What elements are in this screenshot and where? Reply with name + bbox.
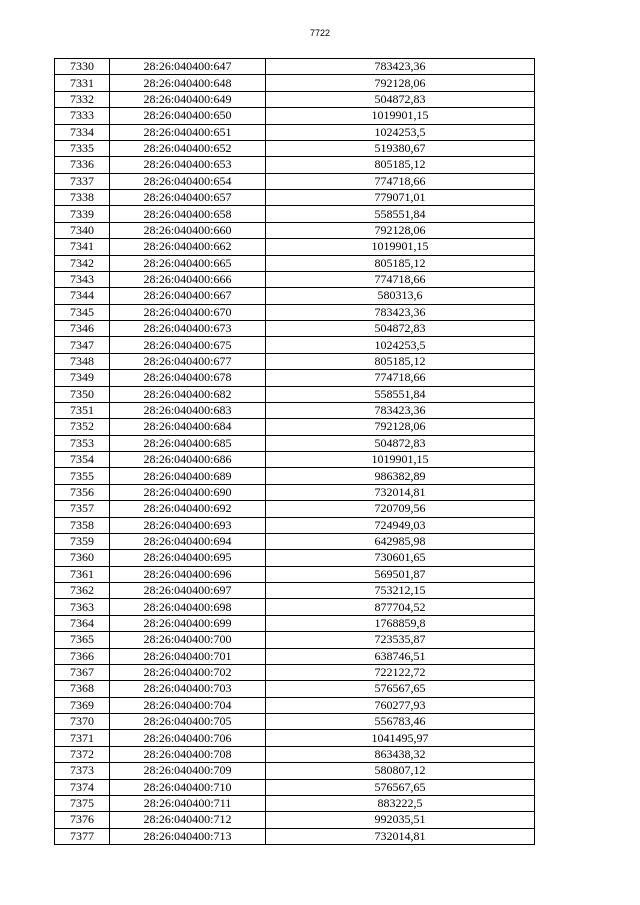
- cadastral-number-cell: 28:26:040400:665: [110, 255, 266, 271]
- row-number-cell: 7344: [55, 288, 110, 304]
- row-number-cell: 7371: [55, 730, 110, 746]
- cadastral-value-cell: 883222,5: [266, 795, 535, 811]
- cadastral-number-cell: 28:26:040400:653: [110, 157, 266, 173]
- table-row: [55, 288, 535, 304]
- cadastral-value-cell: 805185,12: [266, 353, 535, 369]
- cadastral-value-cell: 723535,87: [266, 632, 535, 648]
- table-row: [55, 190, 535, 206]
- table-row: [55, 222, 535, 238]
- table-row: [55, 239, 535, 255]
- table-row: [55, 599, 535, 615]
- row-number-cell: 7361: [55, 566, 110, 582]
- table-row: [55, 206, 535, 222]
- cadastral-value-cell: 792128,06: [266, 75, 535, 91]
- cadastral-value-cell: 783423,36: [266, 304, 535, 320]
- cadastral-value-cell: 504872,83: [266, 435, 535, 451]
- row-number-cell: 7345: [55, 304, 110, 320]
- cadastral-number-cell: 28:26:040400:662: [110, 239, 266, 255]
- table-row: [55, 533, 535, 549]
- table-row: [55, 140, 535, 156]
- cadastral-number-cell: 28:26:040400:695: [110, 550, 266, 566]
- table-row: [55, 370, 535, 386]
- row-number-cell: 7373: [55, 763, 110, 779]
- table-row: [55, 91, 535, 107]
- cadastral-value-cell: 519380,67: [266, 140, 535, 156]
- cadastral-value-cell: 783423,36: [266, 402, 535, 418]
- cadastral-number-cell: 28:26:040400:711: [110, 795, 266, 811]
- cadastral-value-cell: 569501,87: [266, 566, 535, 582]
- cadastral-number-cell: 28:26:040400:652: [110, 140, 266, 156]
- row-number-cell: 7346: [55, 321, 110, 337]
- row-number-cell: 7354: [55, 452, 110, 468]
- row-number-cell: 7370: [55, 714, 110, 730]
- cadastral-number-cell: 28:26:040400:675: [110, 337, 266, 353]
- cadastral-number-cell: 28:26:040400:700: [110, 632, 266, 648]
- cadastral-value-cell: 877704,52: [266, 599, 535, 615]
- table-row: [55, 632, 535, 648]
- table-row: [55, 648, 535, 664]
- cadastral-number-cell: 28:26:040400:683: [110, 402, 266, 418]
- cadastral-value-cell: 724949,03: [266, 517, 535, 533]
- row-number-cell: 7339: [55, 206, 110, 222]
- cadastral-number-cell: 28:26:040400:698: [110, 599, 266, 615]
- cadastral-number-cell: 28:26:040400:713: [110, 828, 266, 844]
- row-number-cell: 7375: [55, 795, 110, 811]
- cadastral-number-cell: 28:26:040400:709: [110, 763, 266, 779]
- row-number-cell: 7330: [55, 59, 110, 75]
- row-number-cell: 7343: [55, 271, 110, 287]
- row-number-cell: 7338: [55, 190, 110, 206]
- table-row: [55, 108, 535, 124]
- row-number-cell: 7336: [55, 157, 110, 173]
- cadastral-value-cell: 1019901,15: [266, 452, 535, 468]
- cadastral-number-cell: 28:26:040400:703: [110, 681, 266, 697]
- table-row: [55, 501, 535, 517]
- table-row: [55, 75, 535, 91]
- table-row: [55, 484, 535, 500]
- table-row: [55, 173, 535, 189]
- cadastral-number-cell: 28:26:040400:704: [110, 697, 266, 713]
- cadastral-value-cell: 504872,83: [266, 321, 535, 337]
- table-row: [55, 714, 535, 730]
- cadastral-number-cell: 28:26:040400:692: [110, 501, 266, 517]
- cadastral-value-cell: 805185,12: [266, 255, 535, 271]
- table-row: [55, 779, 535, 795]
- row-number-cell: 7359: [55, 533, 110, 549]
- row-number-cell: 7335: [55, 140, 110, 156]
- cadastral-value-cell: 720709,56: [266, 501, 535, 517]
- table-row: [55, 468, 535, 484]
- row-number-cell: 7355: [55, 468, 110, 484]
- row-number-cell: 7337: [55, 173, 110, 189]
- cadastral-value-cell: 774718,66: [266, 173, 535, 189]
- cadastral-value-cell: 992035,51: [266, 812, 535, 828]
- table-row: [55, 402, 535, 418]
- cadastral-value-cell: 1024253,5: [266, 124, 535, 140]
- row-number-cell: 7369: [55, 697, 110, 713]
- row-number-cell: 7334: [55, 124, 110, 140]
- cadastral-value-cell: 556783,46: [266, 714, 535, 730]
- table-row: [55, 566, 535, 582]
- cadastral-value-cell: 783423,36: [266, 59, 535, 75]
- row-number-cell: 7351: [55, 402, 110, 418]
- cadastral-value-cell: 1041495,97: [266, 730, 535, 746]
- table-row: [55, 550, 535, 566]
- cadastral-number-cell: 28:26:040400:667: [110, 288, 266, 304]
- row-number-cell: 7365: [55, 632, 110, 648]
- table-row: [55, 452, 535, 468]
- cadastral-value-cell: 774718,66: [266, 271, 535, 287]
- row-number-cell: 7362: [55, 583, 110, 599]
- cadastral-value-cell: 792128,06: [266, 419, 535, 435]
- table-row: [55, 681, 535, 697]
- cadastral-number-cell: 28:26:040400:654: [110, 173, 266, 189]
- cadastral-value-cell: 504872,83: [266, 91, 535, 107]
- cadastral-value-cell: 792128,06: [266, 222, 535, 238]
- row-number-cell: 7372: [55, 746, 110, 762]
- table-row: [55, 304, 535, 320]
- cadastral-number-cell: 28:26:040400:684: [110, 419, 266, 435]
- cadastral-number-cell: 28:26:040400:685: [110, 435, 266, 451]
- cadastral-number-cell: 28:26:040400:693: [110, 517, 266, 533]
- row-number-cell: 7377: [55, 828, 110, 844]
- table-row: [55, 157, 535, 173]
- cadastral-value-cell: 1024253,5: [266, 337, 535, 353]
- row-number-cell: 7360: [55, 550, 110, 566]
- row-number-cell: 7358: [55, 517, 110, 533]
- row-number-cell: 7367: [55, 664, 110, 680]
- cadastral-value-cell: 580807,12: [266, 763, 535, 779]
- cadastral-number-cell: 28:26:040400:686: [110, 452, 266, 468]
- cadastral-value-cell: 730601,65: [266, 550, 535, 566]
- cadastral-number-cell: 28:26:040400:697: [110, 583, 266, 599]
- row-number-cell: 7357: [55, 501, 110, 517]
- row-number-cell: 7340: [55, 222, 110, 238]
- row-number-cell: 7341: [55, 239, 110, 255]
- table-row: [55, 615, 535, 631]
- table-row: [55, 419, 535, 435]
- row-number-cell: 7366: [55, 648, 110, 664]
- row-number-cell: 7347: [55, 337, 110, 353]
- cadastral-number-cell: 28:26:040400:673: [110, 321, 266, 337]
- table-row: [55, 386, 535, 402]
- cadastral-value-cell: 1019901,15: [266, 108, 535, 124]
- cadastral-number-cell: 28:26:040400:712: [110, 812, 266, 828]
- cadastral-number-cell: 28:26:040400:666: [110, 271, 266, 287]
- table-row: [55, 763, 535, 779]
- cadastral-number-cell: 28:26:040400:702: [110, 664, 266, 680]
- cadastral-number-cell: 28:26:040400:694: [110, 533, 266, 549]
- cadastral-value-cell: 986382,89: [266, 468, 535, 484]
- cadastral-number-cell: 28:26:040400:649: [110, 91, 266, 107]
- table-row: [55, 435, 535, 451]
- cadastral-value-cell: 774718,66: [266, 370, 535, 386]
- cadastral-number-cell: 28:26:040400:689: [110, 468, 266, 484]
- cadastral-value-cell: 863438,32: [266, 746, 535, 762]
- cadastral-number-cell: 28:26:040400:705: [110, 714, 266, 730]
- cadastral-value-cell: 805185,12: [266, 157, 535, 173]
- cadastral-number-cell: 28:26:040400:651: [110, 124, 266, 140]
- cadastral-number-cell: 28:26:040400:701: [110, 648, 266, 664]
- table-row: [55, 730, 535, 746]
- cadastral-number-cell: 28:26:040400:690: [110, 484, 266, 500]
- cadastral-value-cell: 558551,84: [266, 386, 535, 402]
- row-number-cell: 7356: [55, 484, 110, 500]
- table-row: [55, 795, 535, 811]
- table-row: [55, 517, 535, 533]
- cadastral-value-cell: 753212,15: [266, 583, 535, 599]
- cadastral-value-cell: 642985,98: [266, 533, 535, 549]
- row-number-cell: 7368: [55, 681, 110, 697]
- table-row: [55, 828, 535, 844]
- cadastral-number-cell: 28:26:040400:678: [110, 370, 266, 386]
- table-row: [55, 59, 535, 75]
- cadastral-number-cell: 28:26:040400:660: [110, 222, 266, 238]
- row-number-cell: 7363: [55, 599, 110, 615]
- table-row: [55, 255, 535, 271]
- cadastral-value-cell: 638746,51: [266, 648, 535, 664]
- cadastral-number-cell: 28:26:040400:670: [110, 304, 266, 320]
- row-number-cell: 7349: [55, 370, 110, 386]
- cadastral-value-cell: 732014,81: [266, 828, 535, 844]
- page-number: 7722: [309, 28, 331, 38]
- row-number-cell: 7352: [55, 419, 110, 435]
- cadastral-value-cell: 760277,93: [266, 697, 535, 713]
- cadastral-number-cell: 28:26:040400:696: [110, 566, 266, 582]
- cadastral-number-cell: 28:26:040400:708: [110, 746, 266, 762]
- row-number-cell: 7374: [55, 779, 110, 795]
- cadastral-number-cell: 28:26:040400:658: [110, 206, 266, 222]
- table-row: [55, 583, 535, 599]
- cadastral-value-cell: 1019901,15: [266, 239, 535, 255]
- table-row: [55, 746, 535, 762]
- cadastral-value-table: [54, 58, 535, 845]
- row-number-cell: 7333: [55, 108, 110, 124]
- cadastral-value-cell: 1768859,8: [266, 615, 535, 631]
- table-row: [55, 664, 535, 680]
- table-row: [55, 812, 535, 828]
- cadastral-number-cell: 28:26:040400:650: [110, 108, 266, 124]
- row-number-cell: 7350: [55, 386, 110, 402]
- table-body: [55, 59, 535, 845]
- row-number-cell: 7348: [55, 353, 110, 369]
- row-number-cell: 7332: [55, 91, 110, 107]
- row-number-cell: 7376: [55, 812, 110, 828]
- row-number-cell: 7364: [55, 615, 110, 631]
- row-number-cell: 7331: [55, 75, 110, 91]
- cadastral-number-cell: 28:26:040400:677: [110, 353, 266, 369]
- table-row: [55, 337, 535, 353]
- cadastral-value-cell: 576567,65: [266, 779, 535, 795]
- row-number-cell: 7342: [55, 255, 110, 271]
- cadastral-value-cell: 779071,01: [266, 190, 535, 206]
- row-number-cell: 7353: [55, 435, 110, 451]
- table-row: [55, 353, 535, 369]
- cadastral-number-cell: 28:26:040400:706: [110, 730, 266, 746]
- cadastral-number-cell: 28:26:040400:657: [110, 190, 266, 206]
- cadastral-value-cell: 576567,65: [266, 681, 535, 697]
- cadastral-value-cell: 722122,72: [266, 664, 535, 680]
- cadastral-number-cell: 28:26:040400:682: [110, 386, 266, 402]
- table-row: [55, 124, 535, 140]
- cadastral-value-cell: 732014,81: [266, 484, 535, 500]
- cadastral-value-cell: 580313,6: [266, 288, 535, 304]
- cadastral-value-cell: 558551,84: [266, 206, 535, 222]
- cadastral-number-cell: 28:26:040400:648: [110, 75, 266, 91]
- cadastral-number-cell: 28:26:040400:699: [110, 615, 266, 631]
- table-row: [55, 697, 535, 713]
- table-row: [55, 321, 535, 337]
- cadastral-number-cell: 28:26:040400:647: [110, 59, 266, 75]
- cadastral-number-cell: 28:26:040400:710: [110, 779, 266, 795]
- table-row: [55, 271, 535, 287]
